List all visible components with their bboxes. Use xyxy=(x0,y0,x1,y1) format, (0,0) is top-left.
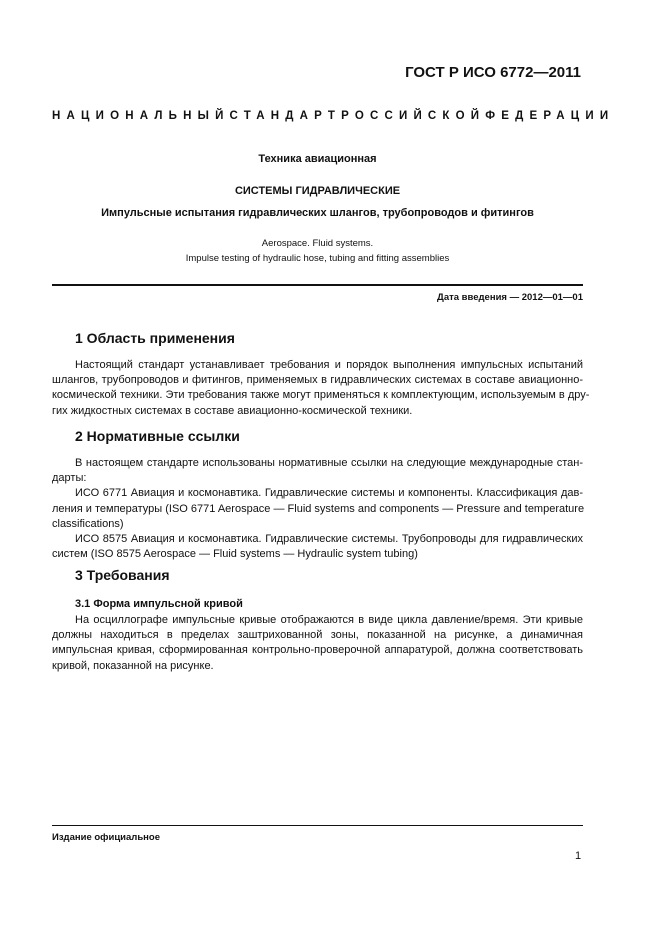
text-line: систем (ISO 8575 Aerospace — Fluid systems — Hydraulic system tubing) xyxy=(52,548,418,561)
text-line: ИСО 8575 Авиация и космонавтика. Гидравлические системы. Трубопроводы для гидравлических xyxy=(75,532,583,545)
text-line: ления и температуры (ISO 6771 Aerospace — Fluid systems and components — Pressure and temperature xyxy=(52,502,585,515)
section-heading: 2 Нормативные ссылки xyxy=(75,428,240,444)
divider xyxy=(52,284,583,286)
title-line: Техника авиационная xyxy=(258,153,377,165)
english-title: Impulse testing of hydraulic hose, tubing and fitting assemblies xyxy=(185,253,450,264)
text-line: шлангов, трубопроводов и фитингов, применяемых в гидравлических системах в составе авиационно- xyxy=(52,374,583,387)
text-line: импульсная кривая, сформированная контрольно-проверочной аппаратурой, должна соответствовать xyxy=(52,644,583,657)
section-heading: 1 Область применения xyxy=(75,330,235,346)
paragraph xyxy=(52,613,583,674)
text-line: Настоящий стандарт устанавливает требования и порядок выполнения импульсных испытаний xyxy=(75,359,583,371)
paragraph xyxy=(52,358,590,419)
text-line: должны находиться в пределах заштрихованной зоны, показанной на рисунке, а динамичная xyxy=(52,629,583,642)
text-line: classifications) xyxy=(52,517,124,530)
edition-note: Издание официальное xyxy=(52,832,160,843)
text-line: В настоящем стандарте использованы нормативные ссылки на следующие международные стан- xyxy=(75,457,583,469)
text-line: На осциллографе импульсные кривые отображаются в виде цикла давление/время. Эти кривые xyxy=(75,614,583,626)
banner-word: НАЦИОНАЛЬНЫЙ xyxy=(52,110,230,122)
standard-code: ГОСТ Р ИСО 6772—2011 xyxy=(405,64,581,81)
page-number: 1 xyxy=(575,850,582,862)
subsection-heading: 3.1 Форма импульсной кривой xyxy=(75,598,243,610)
effective-date: Дата введения — 2012—01—01 xyxy=(437,292,583,303)
text-line: ИСО 6771 Авиация и космонавтика. Гидравлические системы и компоненты. Классификация дав- xyxy=(75,487,583,500)
section-heading: 3 Требования xyxy=(75,567,170,583)
standard-banner xyxy=(52,110,615,122)
footer-divider xyxy=(52,825,583,826)
paragraph xyxy=(52,456,583,562)
text-line: дарты: xyxy=(52,472,87,485)
banner-word: ФЕДЕРАЦИИ xyxy=(485,110,615,122)
text-line: гих жидкостных системах в составе авиационно-космической техники. xyxy=(52,404,413,417)
banner-word: РОССИЙСКОЙ xyxy=(341,110,486,122)
banner-word: СТАНДАРТ xyxy=(229,110,342,122)
english-title: Aerospace. Fluid systems. xyxy=(261,238,374,249)
title-line: Импульсные испытания гидравлических шлангов, трубопроводов и фитингов xyxy=(101,207,534,219)
title-line: СИСТЕМЫ ГИДРАВЛИЧЕСКИЕ xyxy=(234,185,401,197)
text-line: кривой, показанной на рисунке. xyxy=(52,659,214,672)
text-line: космической техники. Эти требования также могут применяться к комплектующим, используемым в дру- xyxy=(52,389,590,402)
